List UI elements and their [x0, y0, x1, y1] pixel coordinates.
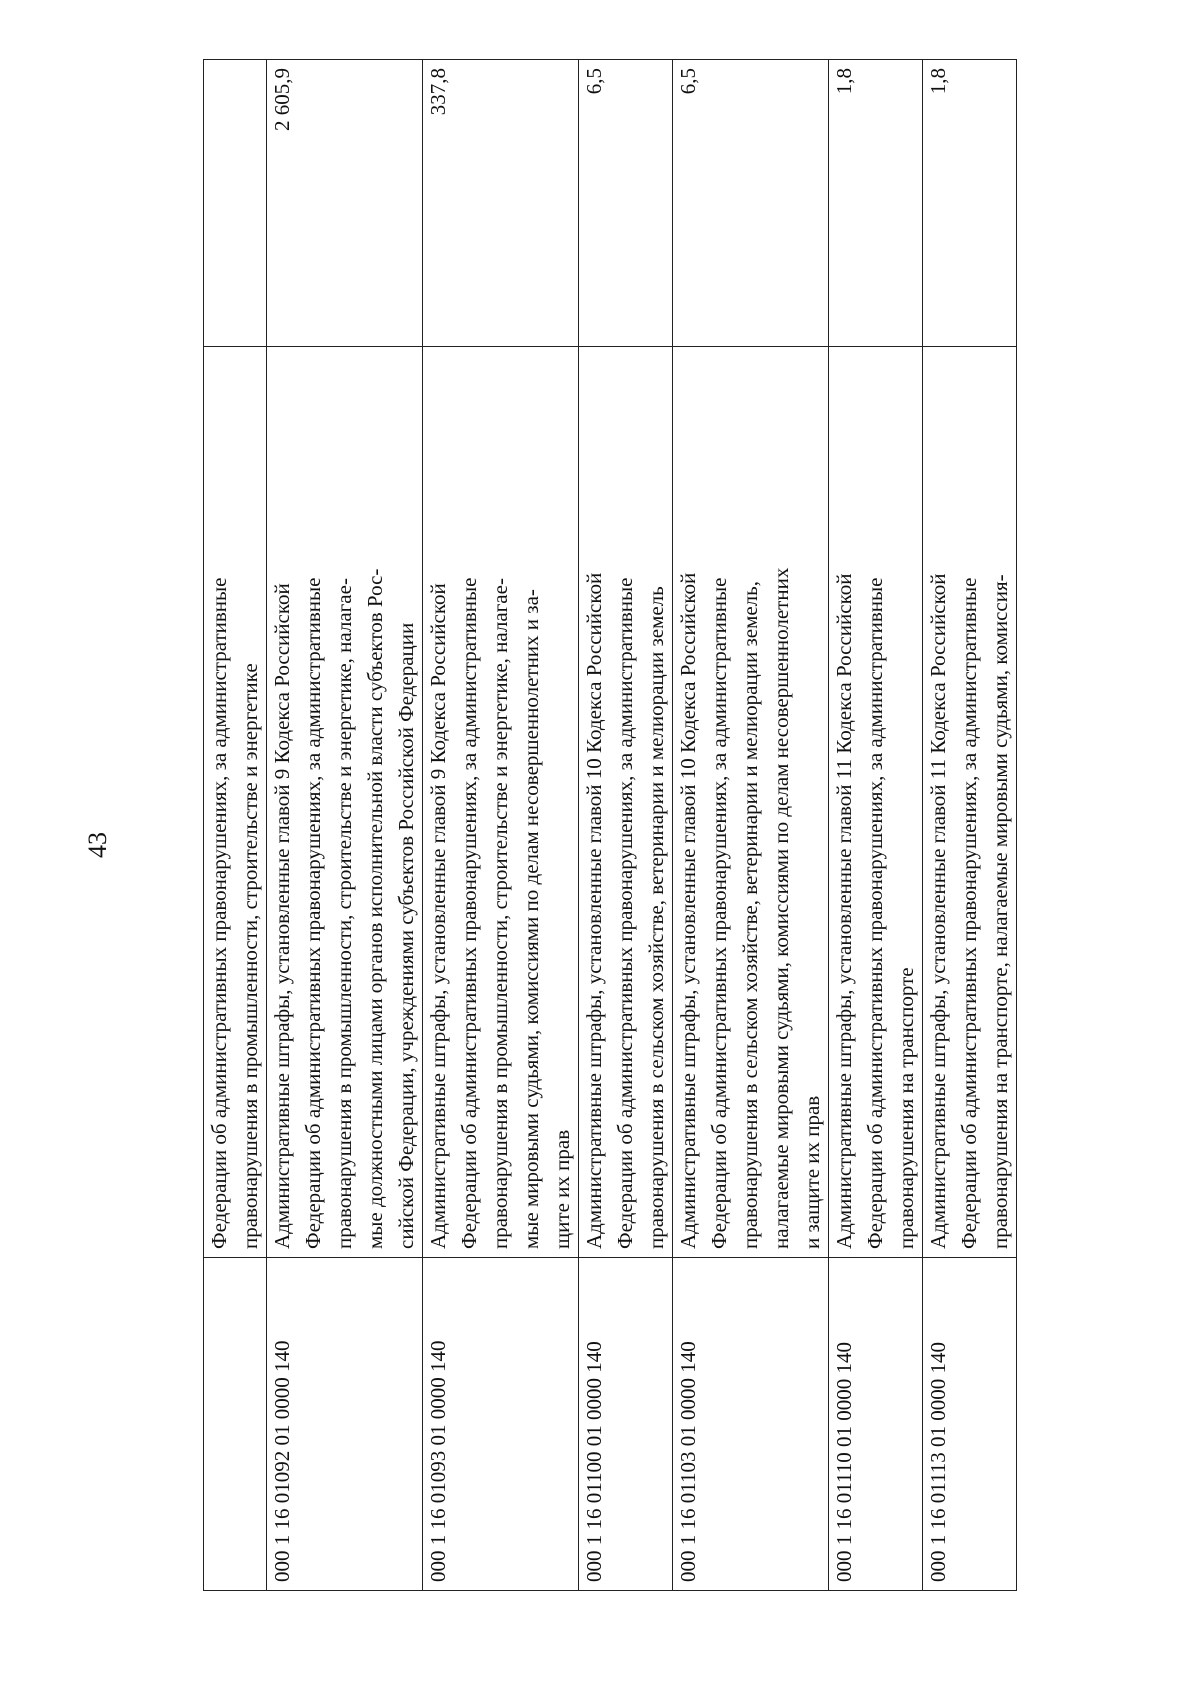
- description-line: Административные штрафы, установленные главой 10 Кодекса Российской: [582, 572, 606, 1249]
- code-cell: 000 1 16 01092 01 0000 140: [267, 1258, 423, 1591]
- amount-cell: 6,5: [579, 60, 673, 347]
- description-line: Федерации об административных правонарушениях, за административные: [863, 577, 887, 1249]
- table-row: [829, 60, 923, 1591]
- description-line: сийской Федерации, учреждениями субъектов Российской Федерации: [394, 622, 418, 1249]
- rotated-table-region: [203, 68, 1100, 1591]
- description-cell: [267, 347, 423, 1258]
- code-cell: 000 1 16 01103 01 0000 140: [673, 1258, 829, 1591]
- table-row: [204, 60, 267, 1591]
- description-line: правонарушения в сельском хозяйстве, ветеринарии и мелиорации земель,: [738, 581, 762, 1249]
- description-line: Федерации об административных правонарушениях, за административные: [957, 577, 981, 1249]
- page-number: 43: [83, 832, 112, 858]
- description-line: Административные штрафы, установленные главой 9 Кодекса Российской: [270, 583, 294, 1249]
- description-line: и защите их прав: [800, 1095, 824, 1249]
- table-row: [923, 60, 1017, 1591]
- amount-cell: 2 605,9: [267, 60, 423, 347]
- description-line: Административные штрафы, установленные главой 11 Кодекса Российской: [926, 573, 950, 1249]
- description-cell: [204, 347, 267, 1258]
- description-line: правонарушения на транспорте, налагаемые мировыми судьями, комиссия-: [988, 574, 1012, 1249]
- description-line: налагаемые мировыми судьями, комиссиями по делам несовершеннолетних: [769, 567, 793, 1249]
- description-line: Федерации об административных правонарушениях, за административные: [613, 577, 637, 1249]
- budget-table: [203, 59, 1017, 1591]
- table-row: [267, 60, 423, 1591]
- description-line: Административные штрафы, установленные главой 11 Кодекса Российской: [832, 573, 856, 1249]
- amount-cell: 1,8: [829, 60, 923, 347]
- description-cell: [923, 347, 1017, 1258]
- description-line: правонарушения в промышленности, строительстве и энергетике, налагае-: [488, 578, 512, 1249]
- description-line: правонарушения на транспорте: [894, 967, 918, 1249]
- amount-cell: [204, 60, 267, 347]
- table-row: [673, 60, 829, 1591]
- amount-cell: 337,8: [423, 60, 579, 347]
- description-line: Федерации об административных правонарушениях, за административные: [457, 577, 481, 1249]
- code-cell: 000 1 16 01100 01 0000 140: [579, 1258, 673, 1591]
- description-line: Федерации об административных правонарушениях, за административные: [207, 577, 231, 1249]
- description-line: правонарушения в сельском хозяйстве, ветеринарии и мелиорации земель: [644, 586, 668, 1249]
- table-row: [423, 60, 579, 1591]
- amount-cell: 1,8: [923, 60, 1017, 347]
- description-line: Федерации об административных правонарушениях, за административные: [707, 577, 731, 1249]
- description-line: мые мировыми судьями, комиссиями по делам несовершеннолетних и за-: [519, 589, 543, 1249]
- description-line: Федерации об административных правонарушениях, за административные: [301, 577, 325, 1249]
- description-cell: [673, 347, 829, 1258]
- description-cell: [579, 347, 673, 1258]
- description-line: мые должностными лицами органов исполнительной власти субъектов Рос-: [363, 568, 387, 1249]
- description-line: правонарушения в промышленности, строительстве и энергетике, налагае-: [332, 578, 356, 1249]
- description-line: Административные штрафы, установленные главой 10 Кодекса Российской: [676, 572, 700, 1249]
- description-line: Административные штрафы, установленные главой 9 Кодекса Российской: [426, 583, 450, 1249]
- description-cell: [829, 347, 923, 1258]
- code-cell: 000 1 16 01113 01 0000 140: [923, 1258, 1017, 1591]
- description-cell: [423, 347, 579, 1258]
- amount-cell: 6,5: [673, 60, 829, 347]
- description-line: щите их прав: [550, 1129, 574, 1249]
- table-row: [579, 60, 673, 1591]
- description-line: правонарушения в промышленности, строительстве и энергетике: [238, 663, 262, 1249]
- code-cell: [204, 1258, 267, 1591]
- code-cell: 000 1 16 01110 01 0000 140: [829, 1258, 923, 1591]
- code-cell: 000 1 16 01093 01 0000 140: [423, 1258, 579, 1591]
